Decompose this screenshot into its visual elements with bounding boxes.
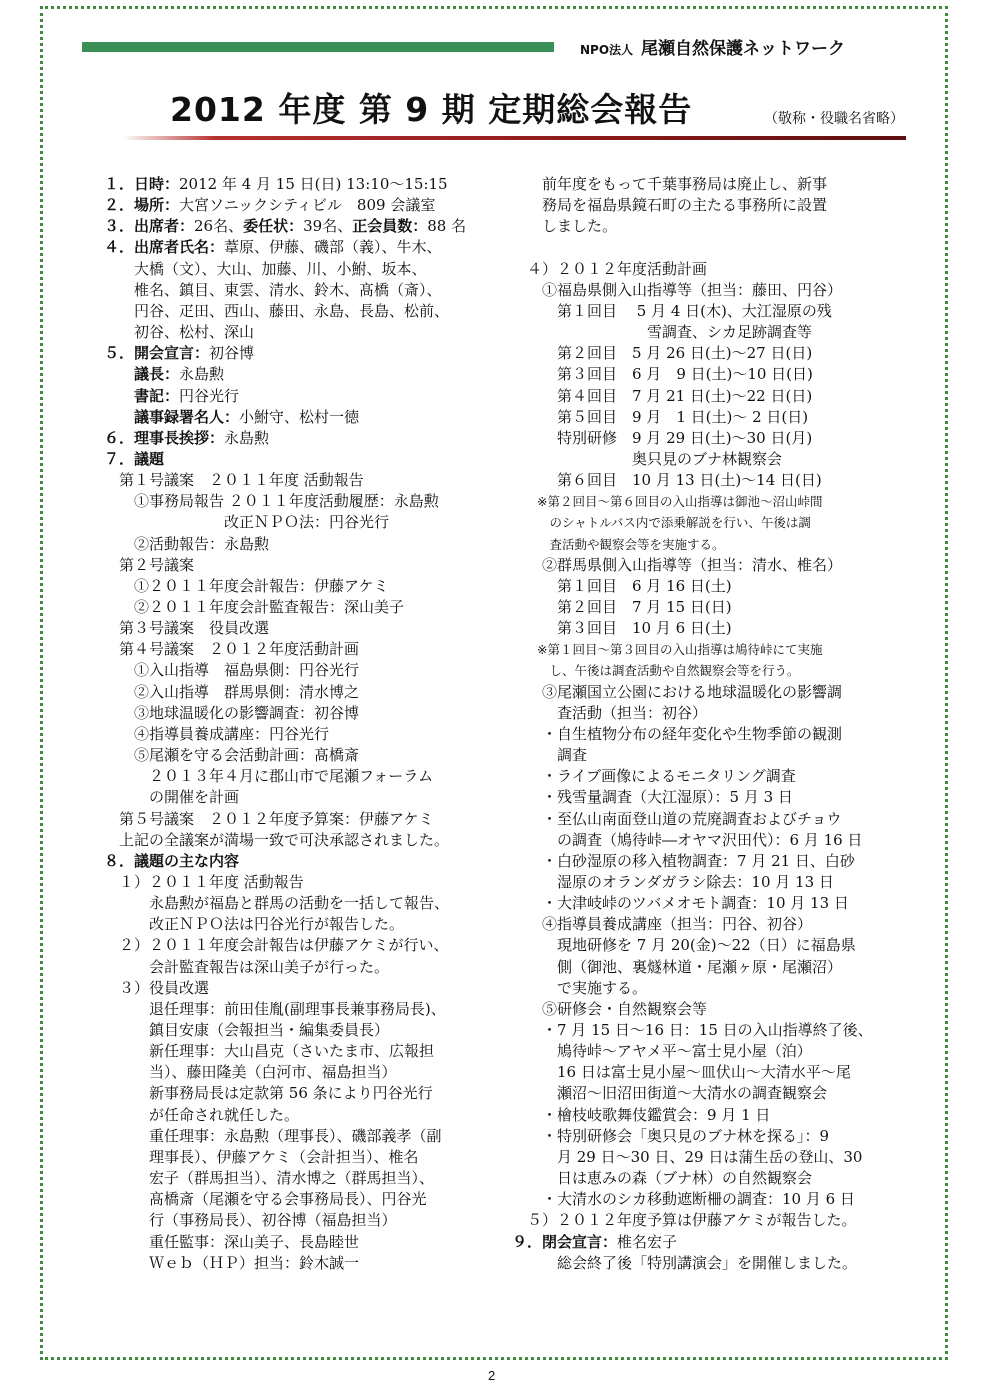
item-text: ３）役員改選 (104, 978, 210, 997)
item-text: 第５号議案 ２０１２年度予算案：伊藤アケミ (104, 809, 434, 828)
item-text: ②２０１１年度会計監査報告：深山美子 (104, 598, 405, 616)
item-text: ⑤尾瀬を守る会活動計画：髙橋斎 (104, 746, 360, 765)
right-column-line (512, 682, 842, 703)
left-column-line (104, 830, 449, 851)
item-text: しました。 (512, 217, 618, 236)
item-text: 鎮目安康（会報担当・編集委員長） (104, 1021, 390, 1039)
left-column-line (104, 322, 254, 343)
item-text: ・自生植物分布の経年変化や生物季節の観測 (512, 724, 843, 743)
right-column-line (512, 724, 842, 745)
left-column-line (104, 364, 224, 385)
left-column-line (104, 1041, 434, 1062)
item-text: ⑤研修会・自然観察会等 (512, 999, 708, 1018)
right-column-line (512, 364, 813, 385)
item-text: の開催を計画 (104, 788, 240, 807)
right-column-line (512, 809, 842, 830)
item-text: 円谷、疋田、西山、藤田、永島、長島、松前、 (104, 301, 450, 320)
item-text: 総会終了後「特別講演会」を開催しました。 (512, 1253, 858, 1272)
right-column-line (512, 745, 587, 766)
item-label: 議事録署名人： (134, 407, 240, 426)
item-text: 日は恵みの森（ブナ林）の自然観察会 (512, 1169, 813, 1188)
item-text: 湿原のオランダガラシ除去：10 月 13 日 (512, 872, 834, 891)
item-text: 第３号議案 役員改選 (104, 619, 270, 638)
left-column-line (104, 470, 364, 491)
item-text: 退任理事：前田佳胤(副理事長兼事務局長)、 (104, 999, 446, 1018)
left-column-line (104, 1126, 442, 1147)
right-column-line (512, 470, 822, 491)
item-text: 初谷博 (209, 344, 255, 363)
left-column-line (104, 1232, 359, 1253)
left-column-line (104, 935, 449, 956)
org-name: 尾瀬自然保護ネットワーク (641, 39, 846, 59)
right-column-line (512, 957, 842, 978)
item-text: 第１回目 6 月 16 日(土) (512, 576, 732, 595)
left-column-line (104, 639, 359, 660)
item-text: 第２号議案 (104, 555, 195, 574)
left-column-line (104, 301, 449, 322)
right-column-line (512, 1020, 873, 1041)
right-column-line (512, 449, 782, 470)
left-column-line (104, 555, 194, 576)
item-label: 書記： (134, 386, 180, 405)
item-text: 永島勲が福島と群馬の活動を一括して報告、 (104, 894, 450, 913)
left-column-line (104, 1062, 397, 1083)
left-column-line (104, 999, 446, 1020)
item-text: ・7 月 15 日～16 日：15 日の入山指導終了後、 (512, 1021, 873, 1039)
item-text: ②活動報告：永島勲 (104, 534, 270, 553)
item-label: ５．開会宣言： (104, 344, 210, 363)
item-text: ※第１回目～第３回目の入山指導は鳩待峠にて実施 (512, 642, 823, 658)
right-column-line (512, 830, 862, 851)
left-column-line (104, 787, 239, 808)
item-text: ③地球温暖化の影響調査：初谷博 (104, 703, 360, 722)
item-label: ３．出席者： (104, 217, 195, 236)
left-column-line (104, 216, 466, 237)
left-column-line (104, 703, 359, 724)
item-text: ２０１３年４月に郡山市で尾瀬フォーラム (104, 767, 434, 786)
right-column-line (512, 618, 732, 639)
item-text: ※第２回目～第６回目の入山指導は御池～沼山峠間 (512, 494, 823, 510)
right-column-line (512, 1041, 812, 1062)
right-column-line (512, 1168, 812, 1189)
item-label: ８．議題の主な内容 (104, 851, 240, 870)
item-text: 葦原、伊藤、磯部（義）、牛木、 (224, 238, 442, 257)
item-text: ４）２０１２年度活動計画 (512, 259, 708, 278)
item-text: 調査 (512, 746, 588, 765)
right-column-line (512, 1062, 851, 1083)
item-text: ①福島県側入山指導等（担当：藤田、円谷） (512, 280, 843, 299)
item-text: 第３回目 10 月 6 日(土) (512, 619, 732, 638)
item-text: 特別研修 9 月 29 日(土)～30 日(月) (512, 428, 813, 447)
item-text: ④指導員養成講座：円谷光行 (104, 724, 330, 743)
item-text: し、午後は調査活動や自然観察会等を行う。 (512, 663, 800, 679)
right-column-line (512, 639, 822, 660)
item-text: 初谷、松村、深山 (104, 323, 255, 342)
item-text: 新任理事：大山昌克（さいたま市、広報担 (104, 1042, 435, 1061)
left-column-line (104, 1147, 419, 1168)
left-column-line (104, 1168, 434, 1189)
right-column-line (512, 216, 617, 237)
left-column-line (104, 1189, 427, 1210)
item-text: の調査（鳩待峠―オヤマ沢田代）：6 月 16 日 (512, 830, 863, 849)
item-text: 査活動や観察会等を実施する。 (512, 536, 725, 552)
item-text: ・ライブ画像によるモニタリング調査 (512, 767, 796, 786)
item-text: ・至仏山南面登山道の荒廃調査およびチョウ (512, 809, 842, 828)
item-text: 上記の全議案が満場一致で可決承認されました。 (104, 830, 450, 849)
right-column-line (512, 660, 800, 681)
item-text: 重任理事：永島勲（理事長）、磯部義孝（副 (104, 1126, 442, 1145)
item-text: ①２０１１年度会計報告：伊藤アケミ (104, 576, 389, 595)
item-text: ・残雪量調査（大江湿原）：5 月 3 日 (512, 788, 793, 807)
item-text: 瀬沼～旧沼田街道～大清水の調査観察会 (512, 1084, 828, 1103)
right-column-line (512, 914, 812, 935)
item-text (104, 365, 134, 383)
left-column-line (104, 724, 329, 745)
item-label: １．日時： (104, 175, 180, 193)
item-text: 月 29 日～30 日、29 日は蒲生岳の登山、30 (512, 1147, 863, 1166)
item-text: 16 日は富士見小屋～皿伏山～大清水平～尾 (512, 1063, 851, 1082)
right-column-line (512, 893, 849, 914)
item-text: 小鮒守、松村一徳 (239, 407, 360, 426)
item-text: 務局を福島県鏡石町の主たる事務所に設置 (512, 196, 828, 215)
right-column-line (512, 301, 832, 322)
item-text: 改正ＮＰＯ法：円谷光行 (104, 513, 390, 532)
left-column-line (104, 914, 404, 935)
right-column-line (512, 1147, 862, 1168)
item-text: ・大清水のシカ移動遮断柵の調査：10 月 6 日 (512, 1190, 855, 1209)
item-text: 当）、藤田隆美（白河市、福島担当） (104, 1063, 397, 1082)
right-column-line (512, 1189, 855, 1210)
left-column-line (104, 660, 359, 681)
left-column-line (104, 809, 434, 830)
left-column-line (104, 512, 389, 533)
item-text: 第２回目 5 月 26 日(土)～27 日(日) (512, 344, 813, 363)
left-column-line (104, 618, 269, 639)
page-number: 2 (488, 1368, 496, 1383)
item-text: 永島勲 (224, 428, 270, 447)
item-label: ９．閉会宣言： (512, 1232, 618, 1251)
right-column-line (512, 576, 732, 597)
left-column-line (104, 280, 442, 301)
left-column-line (104, 534, 269, 555)
left-column-line (104, 576, 389, 597)
right-column-line (512, 703, 707, 724)
item-text: 側（御池、裏燧林道・尾瀬ヶ原・尾瀬沼） (512, 957, 843, 976)
right-column-line (512, 1083, 827, 1104)
item-text: 第３回目 6 月 9 日(土)～10 日(日) (512, 365, 813, 384)
left-column-line (104, 1210, 397, 1231)
item-text: ①事務局報告 ２０１１年度活動履歴：永島勲 (104, 492, 439, 511)
page-title: 2012 年度 第 9 期 定期総会報告 (170, 90, 693, 129)
item-text: 改正ＮＰＯ法は円谷光行が報告した。 (104, 915, 405, 934)
left-column-line (104, 1083, 433, 1104)
item-text: 第４号議案 ２０１２年度活動計画 (104, 640, 360, 659)
item-label: ４．出席者氏名： (104, 238, 225, 257)
item-text: １）２０１１年度 活動報告 (104, 872, 304, 891)
item-text: 大宮ソニックシティビル 809 会議室 (179, 196, 436, 215)
right-column-line (512, 1126, 829, 1147)
item-label: 委任状： (243, 217, 304, 236)
right-column-line (512, 1253, 857, 1274)
right-column-line (512, 851, 855, 872)
item-text: 第１号議案 ２０１１年度 活動報告 (104, 471, 364, 490)
item-label: 議長： (134, 365, 180, 384)
left-column-line (104, 174, 448, 195)
organization-name (580, 34, 845, 59)
item-text: 鳩待峠～アヤメ平～富士見小屋（泊） (512, 1042, 812, 1061)
right-column-line (512, 174, 827, 195)
left-column-line (104, 343, 254, 364)
item-text: 第６回目 10 月 13 日(土)～14 日(日) (512, 471, 822, 490)
left-column-line (104, 237, 442, 258)
right-column-line (512, 534, 725, 555)
item-text (104, 408, 134, 426)
left-column-line (104, 195, 435, 216)
left-column-line (104, 872, 304, 893)
right-column-line (512, 787, 793, 808)
right-column-line (512, 386, 812, 407)
left-column-line (104, 766, 433, 787)
right-column-line (512, 555, 842, 576)
right-column-line (512, 491, 822, 512)
item-text: 前年度をもって千葉事務局は廃止し、新事 (512, 175, 828, 193)
item-text: ２）２０１１年度会計報告は伊藤アケミが行い、 (104, 936, 449, 955)
left-column-line (104, 491, 439, 512)
left-column-line (104, 682, 359, 703)
right-column-line (512, 428, 812, 449)
item-text: ②群馬県側入山指導等（担当：清水、椎名） (512, 555, 843, 574)
header-accent-bar (82, 42, 554, 52)
left-column-line (104, 1253, 359, 1274)
right-column-line (512, 343, 812, 364)
item-text: 円谷光行 (179, 386, 240, 405)
item-text: ①入山指導 福島県側：円谷光行 (104, 661, 360, 680)
item-text: 査活動（担当：初谷） (512, 703, 708, 722)
item-text: 26名、 (194, 217, 244, 236)
left-column-line (104, 893, 449, 914)
item-text: 第４回目 7 月 21 日(土)～22 日(日) (512, 386, 813, 405)
right-column-line (512, 1232, 677, 1253)
npo-label: NPO法人 (580, 43, 634, 57)
item-label: 正会員数： (352, 217, 428, 236)
item-text: 2012 年 4 月 15 日(日) 13:10～15:15 (179, 175, 448, 193)
item-text: 奥只見のブナ林観察会 (512, 449, 783, 468)
item-text: 椎名宏子 (617, 1232, 678, 1251)
left-column-line (104, 597, 404, 618)
item-text: ５）２０１２年度予算は伊藤アケミが報告した。 (512, 1211, 857, 1230)
item-text: 椎名、鎮目、東雲、清水、鈴木、髙橋（斎）、 (104, 280, 442, 299)
item-text: ・檜枝岐歌舞伎鑑賞会：9 月 1 日 (512, 1105, 771, 1124)
item-text: 重任監事：深山美子、長島睦世 (104, 1232, 360, 1251)
right-column-line (512, 999, 707, 1020)
item-text: 新事務局長は定款第 56 条により円谷光行 (104, 1084, 433, 1103)
right-column-line (512, 259, 707, 280)
item-text: ③尾瀬国立公園における地球温暖化の影響調 (512, 682, 843, 701)
item-text: 雪調査、シカ足跡調査等 (512, 323, 813, 342)
right-column-line (512, 935, 856, 956)
left-column-line (104, 745, 359, 766)
item-label: ２．場所： (104, 196, 180, 215)
item-text: ②入山指導 群馬県側：清水博之 (104, 682, 360, 701)
item-label: ７．議題 (104, 449, 165, 468)
right-column-line (512, 280, 842, 301)
left-column-line (104, 407, 359, 428)
item-text: 会計監査報告は深山美子が行った。 (104, 957, 390, 976)
item-text: 永島勲 (179, 365, 225, 384)
item-text: ④指導員養成講座（担当：円谷、初谷） (512, 915, 813, 934)
item-text (104, 387, 134, 405)
right-column-line (512, 978, 647, 999)
left-column-line (104, 386, 239, 407)
item-text: 理事長）、伊藤アケミ（会計担当）、椎名 (104, 1147, 419, 1166)
right-column-line (512, 1210, 857, 1231)
item-text: ・大津岐峠のツバメオモト調査：10 月 13 日 (512, 894, 849, 913)
item-text: Ｗｅｂ（ＨＰ）担当：鈴木誠一 (104, 1253, 360, 1272)
item-text: 39名、 (303, 217, 353, 236)
title-underline (122, 136, 906, 140)
right-column-line (512, 597, 732, 618)
right-column-line (512, 1105, 770, 1126)
item-text: ・特別研修会「奥只見のブナ林を探る」：9 (512, 1126, 830, 1145)
item-text: 行（事務局長）、初谷博（福島担当） (104, 1211, 397, 1230)
left-column-line (104, 259, 427, 280)
item-text: 第１回目 5 月 4 日(木)、大江湿原の残 (512, 301, 832, 320)
item-text: が任命され就任した。 (104, 1105, 300, 1124)
left-column-line (104, 978, 209, 999)
right-column-line (512, 407, 808, 428)
left-column-line (104, 957, 389, 978)
item-text: で実施する。 (512, 978, 648, 997)
right-column-line (512, 512, 811, 533)
item-text: 宏子（群馬担当）、清水博之（群馬担当）、 (104, 1169, 435, 1188)
item-text: のシャトルバス内で添乗解説を行い、午後は調 (512, 515, 811, 531)
item-text: 髙橋斎（尾瀬を守る会事務局長）、円谷光 (104, 1190, 427, 1209)
left-column-line (104, 449, 164, 470)
right-column-line (512, 766, 796, 787)
item-text: 第５回目 9 月 1 日(土)～ 2 日(日) (512, 407, 809, 426)
right-column-line (512, 872, 834, 893)
right-column-line (512, 195, 827, 216)
right-column-line (512, 322, 812, 343)
left-column-line (104, 1020, 389, 1041)
item-text: 現地研修を 7 月 20(金)～22（日）に福島県 (512, 936, 856, 955)
title-note: （敬称・役職名省略） (764, 111, 904, 127)
left-column-line (104, 851, 239, 872)
left-column-line (104, 1105, 299, 1126)
item-text: 88 名 (427, 217, 467, 236)
item-text: 第２回目 7 月 15 日(日) (512, 598, 732, 616)
left-column-line (104, 428, 269, 449)
item-text: 大橋（文）、大山、加藤、川、小鮒、坂本、 (104, 259, 427, 278)
item-label: ６．理事長挨拶： (104, 428, 225, 447)
item-text: ・白砂湿原の移入植物調査：7 月 21 日、白砂 (512, 851, 855, 870)
